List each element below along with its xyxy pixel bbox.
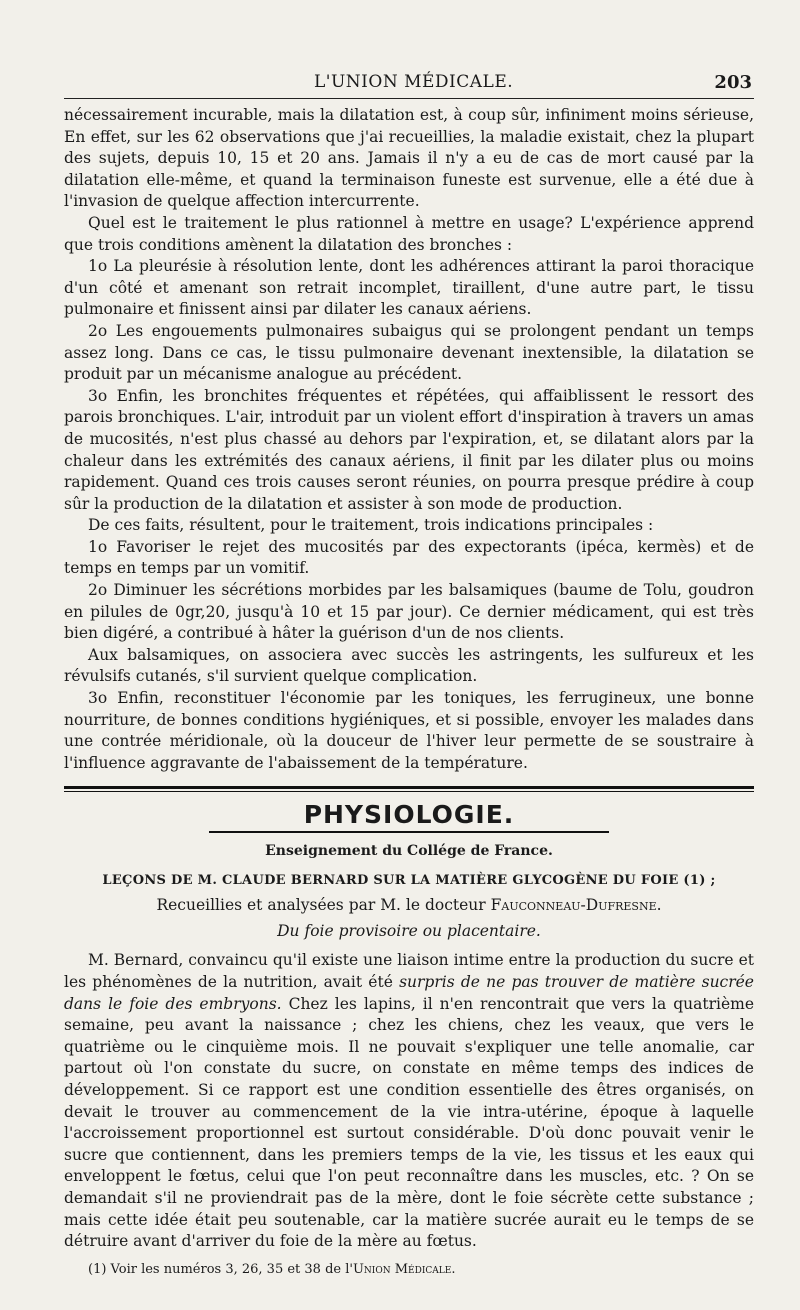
header-rule [64,98,754,99]
paragraph-3: 1o La pleurésie à résolution lente, dont les adhérences attirant la paroi thoracique d'un côté et amenant son retrait incomplet, tiraillent, d'une autre part, le tissu pulmonaire et finissent ainsi par dilater les canaux aériens. [64,257,754,319]
subheading-author [64,896,754,914]
paragraph-4: 2o Les engouements pulmonaires subaigus qui se prolongent pendant un temps assez long. Dans ce cas, le tissu pulmonaire devenant inextensible, la dilatation se produit par un mécanisme analogue au précédent. [64,321,754,384]
running-header [64,68,754,92]
title-rule [209,831,609,833]
section-title: PHYSIOLOGIE. [303,800,515,830]
subheading-topic: Du foie provisoire ou placentaire. [277,922,541,941]
paragraph-6: De ces faits, résultent, pour le traitement, trois indications principales : [88,516,654,535]
section-rule-thick [64,786,754,789]
paragraph-11-italic: surpris de ne pas trouver de matière sucrée dans le foie des embryons. [64,973,754,1013]
author-prefix: Recueillies et analysées par M. le docteur [156,896,491,915]
paragraph-9: Aux balsamiques, on associera avec succès les astringents, les sulfureux et les révulsifs cutanés, s'il survient quelque complication. [64,645,754,686]
paragraph-2: Quel est le traitement le plus rationnel à mettre en usage? L'expérience apprend que trois conditions amènent la dilatation des bronches : [64,213,754,254]
paragraph-7: 1o Favoriser le rejet des mucosités par des expectorants (ipéca, kermès) et de temps en temps par un vomitif. [64,537,754,578]
paragraph-1: nécessairement incurable, mais la dilatation est, à coup sûr, infiniment moins sérieuse, En effet, sur les 62 observations que j'ai recueillies, la maladie existait, chez la plupart des sujets, depuis 10, 15 et 20 ans. Jamais il n'y a eu de cas de mort causé par la dilatation elle-même, et quand la terminaison funeste est survenue, elle a été due à l'invasion de quelque affection intercurrente. [64,106,754,211]
paragraph-5: 3o Enfin, les bronchites fréquentes et répétées, qui affaiblissent le ressort des parois bronchiques. L'air, introduit par un violent effort d'inspiration à travers un amas de mucosités, n'est plus chassé au dehors par l'expiration, et, se dilatant alors par la chaleur dans les extrémités des canaux aériens, il finit par les dilater plus ou moins rapidement. Quand ces trois causes seront réunies, on pourra presque prédire à coup sûr la production de la dilatation et assister à son mode de production. [64,386,754,513]
footnote-journal: Union Médicale. [352,1262,456,1277]
running-title: L'UNION MÉDICALE. [314,72,514,92]
paragraph-11-part-a: M. Bernard, convaincu qu'il existe une liaison intime entre la production du sucre et les phénomènes de la nutrition, avait été [64,951,754,991]
footnote [88,1262,455,1277]
paragraph-8: 2o Diminuer les sécrétions morbides par les balsamiques (baume de Tolu, goudron en pilules de 0gr,20, jusqu'à 10 et 15 par jour). Ce dernier médicament, qui est très bien digéré, a contribué à hâter la guérison d'un de nos clients. [64,581,754,643]
subheading-lessons: LEÇONS DE M. CLAUDE BERNARD SUR LA MATIÈRE GLYCOGÈNE DU FOIE (1) ; [102,873,716,889]
page [64,68,754,1253]
footnote-prefix: (1) Voir les numéros 3, 26, 35 et 38 de l' [88,1262,353,1277]
page-number: 203 [714,72,752,93]
section-rule-thin [64,791,754,792]
subheading-course: Enseignement du Collége de France. [265,843,553,860]
paragraph-10: 3o Enfin, reconstituer l'économie par les toniques, les ferrugineux, une bonne nourriture, de bonnes conditions hygiéniques, et si possible, envoyer les malades dans une contrée méridionale, où la douceur de l'hiver leur permette de se soustraire à l'influence aggravante de l'abaissement de la température. [64,689,754,772]
paragraph-11 [64,950,754,1252]
paragraph-11-part-b: Chez les lapins, il n'en rencontrait que vers la quatrième semaine, peu avant la naissance ; chez les chiens, chez les veaux, que vers le quatrième ou le cinquième mois. Il ne pouvait s'expliquer une telle anomalie, car partout où l'on constate du sucre, on constate en même temps des indices de développement. Si ce rapport est une condition essentielle des êtres organisés, on devait le trouver au commencement de la vie intra-utérine, époque à laquelle l'accroissement proportionnel est surtout considérable. D'où donc pouvait venir le sucre que contiennent, dans les premiers temps de la vie, les tissus et les eaux qui enveloppent le fœtus, celui que l'on peut reconnaître dans les muscles, etc. ? On se demandait s'il ne proviendrait pas de la mère, dont le foie sécrète cette substance ; mais cette idée était peu soutenable, car la matière sucrée aurait eu le temps de se détruire avant d'arriver du foie de la mère au fœtus. [64,994,754,1251]
author-name: Fauconneau-Dufresne. [490,896,662,915]
